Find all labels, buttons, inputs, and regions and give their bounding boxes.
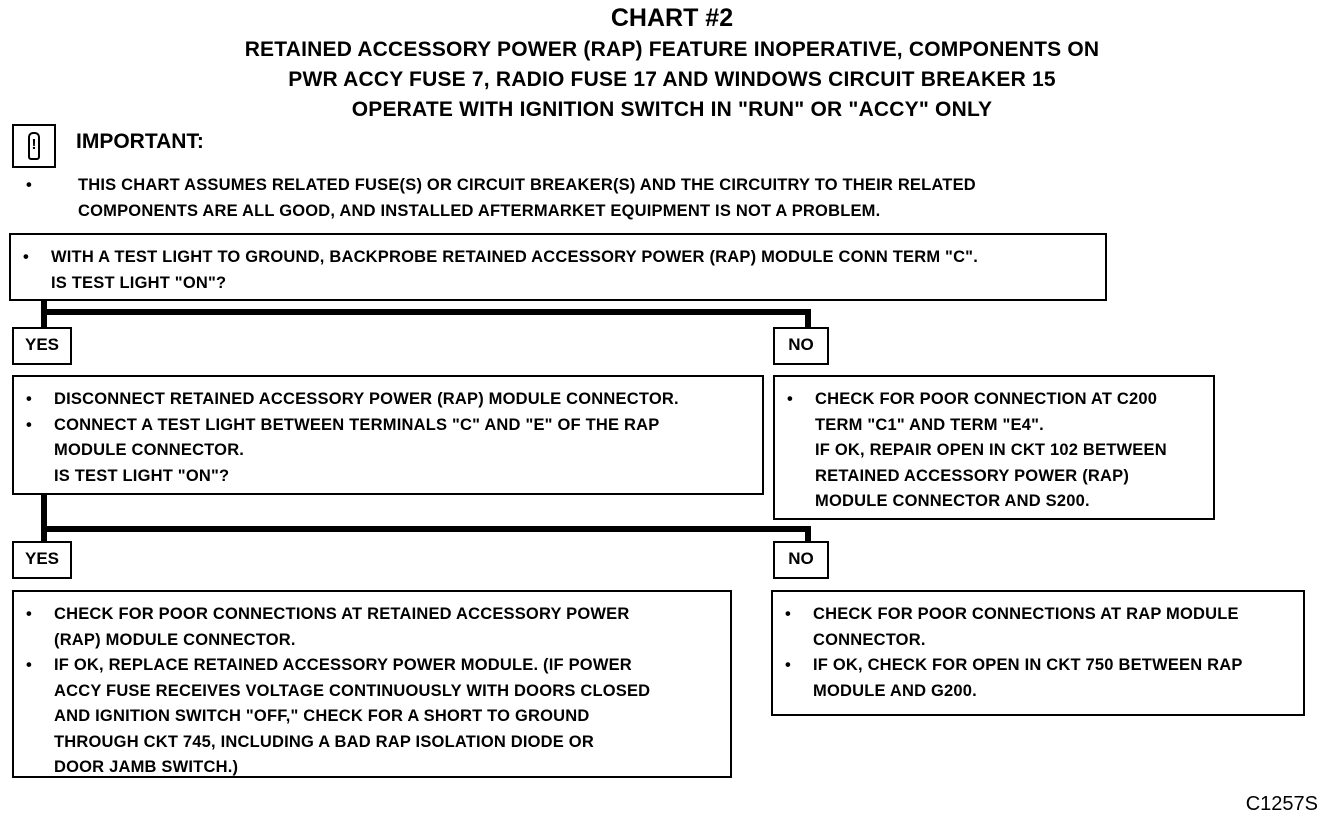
step2-no-box [773, 375, 1215, 520]
connector-line-v2-trunk [41, 493, 47, 541]
step2-no-cont-line-1: IF OK, REPAIR OPEN IN CKT 102 BETWEEN [815, 441, 1167, 459]
subtitle-line-1: RETAINED ACCESSORY POWER (RAP) FEATURE INOPERATIVE, COMPONENTS ON [244, 38, 1100, 61]
step3-yes-b2-line-5: DOOR JAMB SWITCH.) [54, 758, 239, 776]
important-note-line-1: THIS CHART ASSUMES RELATED FUSE(S) OR CIRCUIT BREAKER(S) AND THE CIRCUITRY TO THEIR RELATED [78, 176, 976, 194]
important-bullet: • [26, 176, 32, 194]
step1-bullet-item [11, 245, 1105, 271]
step2-no-bullet-1 [775, 387, 1213, 413]
bullet-dot: • [23, 248, 29, 266]
step3-no-bullet-2 [773, 653, 1303, 679]
subtitle-line-3: OPERATE WITH IGNITION SWITCH IN "RUN" OR "ACCY" ONLY [351, 98, 993, 121]
step3-yes-b2-line-1: IF OK, REPLACE RETAINED ACCESSORY POWER MODULE. (IF POWER [54, 656, 632, 674]
exclamation-icon: ! [28, 132, 40, 160]
step2-yes-b2-line-2: MODULE CONNECTOR. [54, 441, 245, 459]
step2-no-cont-line-2: RETAINED ACCESSORY POWER (RAP) [815, 466, 1130, 485]
step2-yes-question: IS TEST LIGHT "ON"? [54, 466, 230, 485]
bullet-dot: • [785, 605, 791, 623]
figure-code: C1257S [1245, 793, 1318, 815]
important-note-line-2: COMPONENTS ARE ALL GOOD, AND INSTALLED AFTERMARKET EQUIPMENT IS NOT A PROBLEM. [78, 202, 881, 220]
step3-yes-b1-line-1: CHECK FOR POOR CONNECTIONS AT RETAINED ACCESSORY POWER [54, 605, 630, 623]
step3-yes-b2-line-4: THROUGH CKT 745, INCLUDING A BAD RAP ISOLATION DIODE OR [54, 732, 594, 751]
connector-line-h2 [41, 526, 811, 532]
step2-no-b1-line-1: CHECK FOR POOR CONNECTION AT C200 [815, 390, 1158, 408]
connector-line-h1 [41, 309, 811, 315]
no-label-2: NO [773, 541, 829, 579]
connector-line-v1-yes [41, 300, 47, 330]
step2-yes-b2-line-1: CONNECT A TEST LIGHT BETWEEN TERMINALS "C" AND "E" OF THE RAP [54, 415, 660, 434]
chart-title: CHART #2 [610, 4, 734, 32]
subtitle-line-2: PWR ACCY FUSE 7, RADIO FUSE 17 AND WINDOWS CIRCUIT BREAKER 15 [288, 68, 1056, 91]
step3-no-box [771, 590, 1305, 716]
important-label: IMPORTANT: [76, 130, 204, 153]
warning-icon [12, 124, 56, 168]
step3-yes-b2-line-2: ACCY FUSE RECEIVES VOLTAGE CONTINUOUSLY WITH DOORS CLOSED [54, 681, 651, 700]
connector-line-v1-no [805, 309, 811, 329]
step3-yes-bullet-1 [14, 602, 730, 628]
step3-no-bullet-1 [773, 602, 1303, 628]
step3-yes-bullet-2 [14, 653, 730, 679]
step1-question: IS TEST LIGHT "ON"? [51, 273, 227, 292]
step3-no-b2-line-1: IF OK, CHECK FOR OPEN IN CKT 750 BETWEEN RAP [813, 656, 1243, 674]
step3-yes-b1-line-2: (RAP) MODULE CONNECTOR. [54, 630, 296, 649]
step2-yes-bullet-2 [14, 413, 762, 439]
yes-label-2: YES [12, 541, 72, 579]
connector-line-v2-no [805, 526, 811, 542]
bullet-dot: • [26, 605, 32, 623]
step3-yes-b2-line-3: AND IGNITION SWITCH "OFF," CHECK FOR A SHORT TO GROUND [54, 707, 590, 725]
bullet-dot: • [787, 390, 793, 408]
bullet-dot: • [26, 390, 32, 408]
step3-no-b1-line-2: CONNECTOR. [813, 630, 926, 649]
step2-yes-b1-text: DISCONNECT RETAINED ACCESSORY POWER (RAP) MODULE CONNECTOR. [54, 390, 679, 408]
bullet-dot: • [785, 656, 791, 674]
step1-box [9, 233, 1107, 301]
step2-yes-box [12, 375, 764, 495]
step3-no-b1-line-1: CHECK FOR POOR CONNECTIONS AT RAP MODULE [813, 605, 1239, 623]
step2-yes-bullet-1 [14, 387, 762, 413]
step3-yes-box [12, 590, 732, 778]
no-label-1: NO [773, 327, 829, 365]
bullet-dot: • [26, 656, 32, 674]
step2-no-b1-line-2: TERM "C1" AND TERM "E4". [815, 415, 1044, 434]
step3-no-b2-line-2: MODULE AND G200. [813, 681, 977, 700]
yes-label-1: YES [12, 327, 72, 365]
bullet-dot: • [26, 415, 32, 434]
step2-no-cont-line-3: MODULE CONNECTOR AND S200. [815, 492, 1090, 510]
step1-line-1: WITH A TEST LIGHT TO GROUND, BACKPROBE RETAINED ACCESSORY POWER (RAP) MODULE CONN TERM "C". [51, 248, 978, 266]
